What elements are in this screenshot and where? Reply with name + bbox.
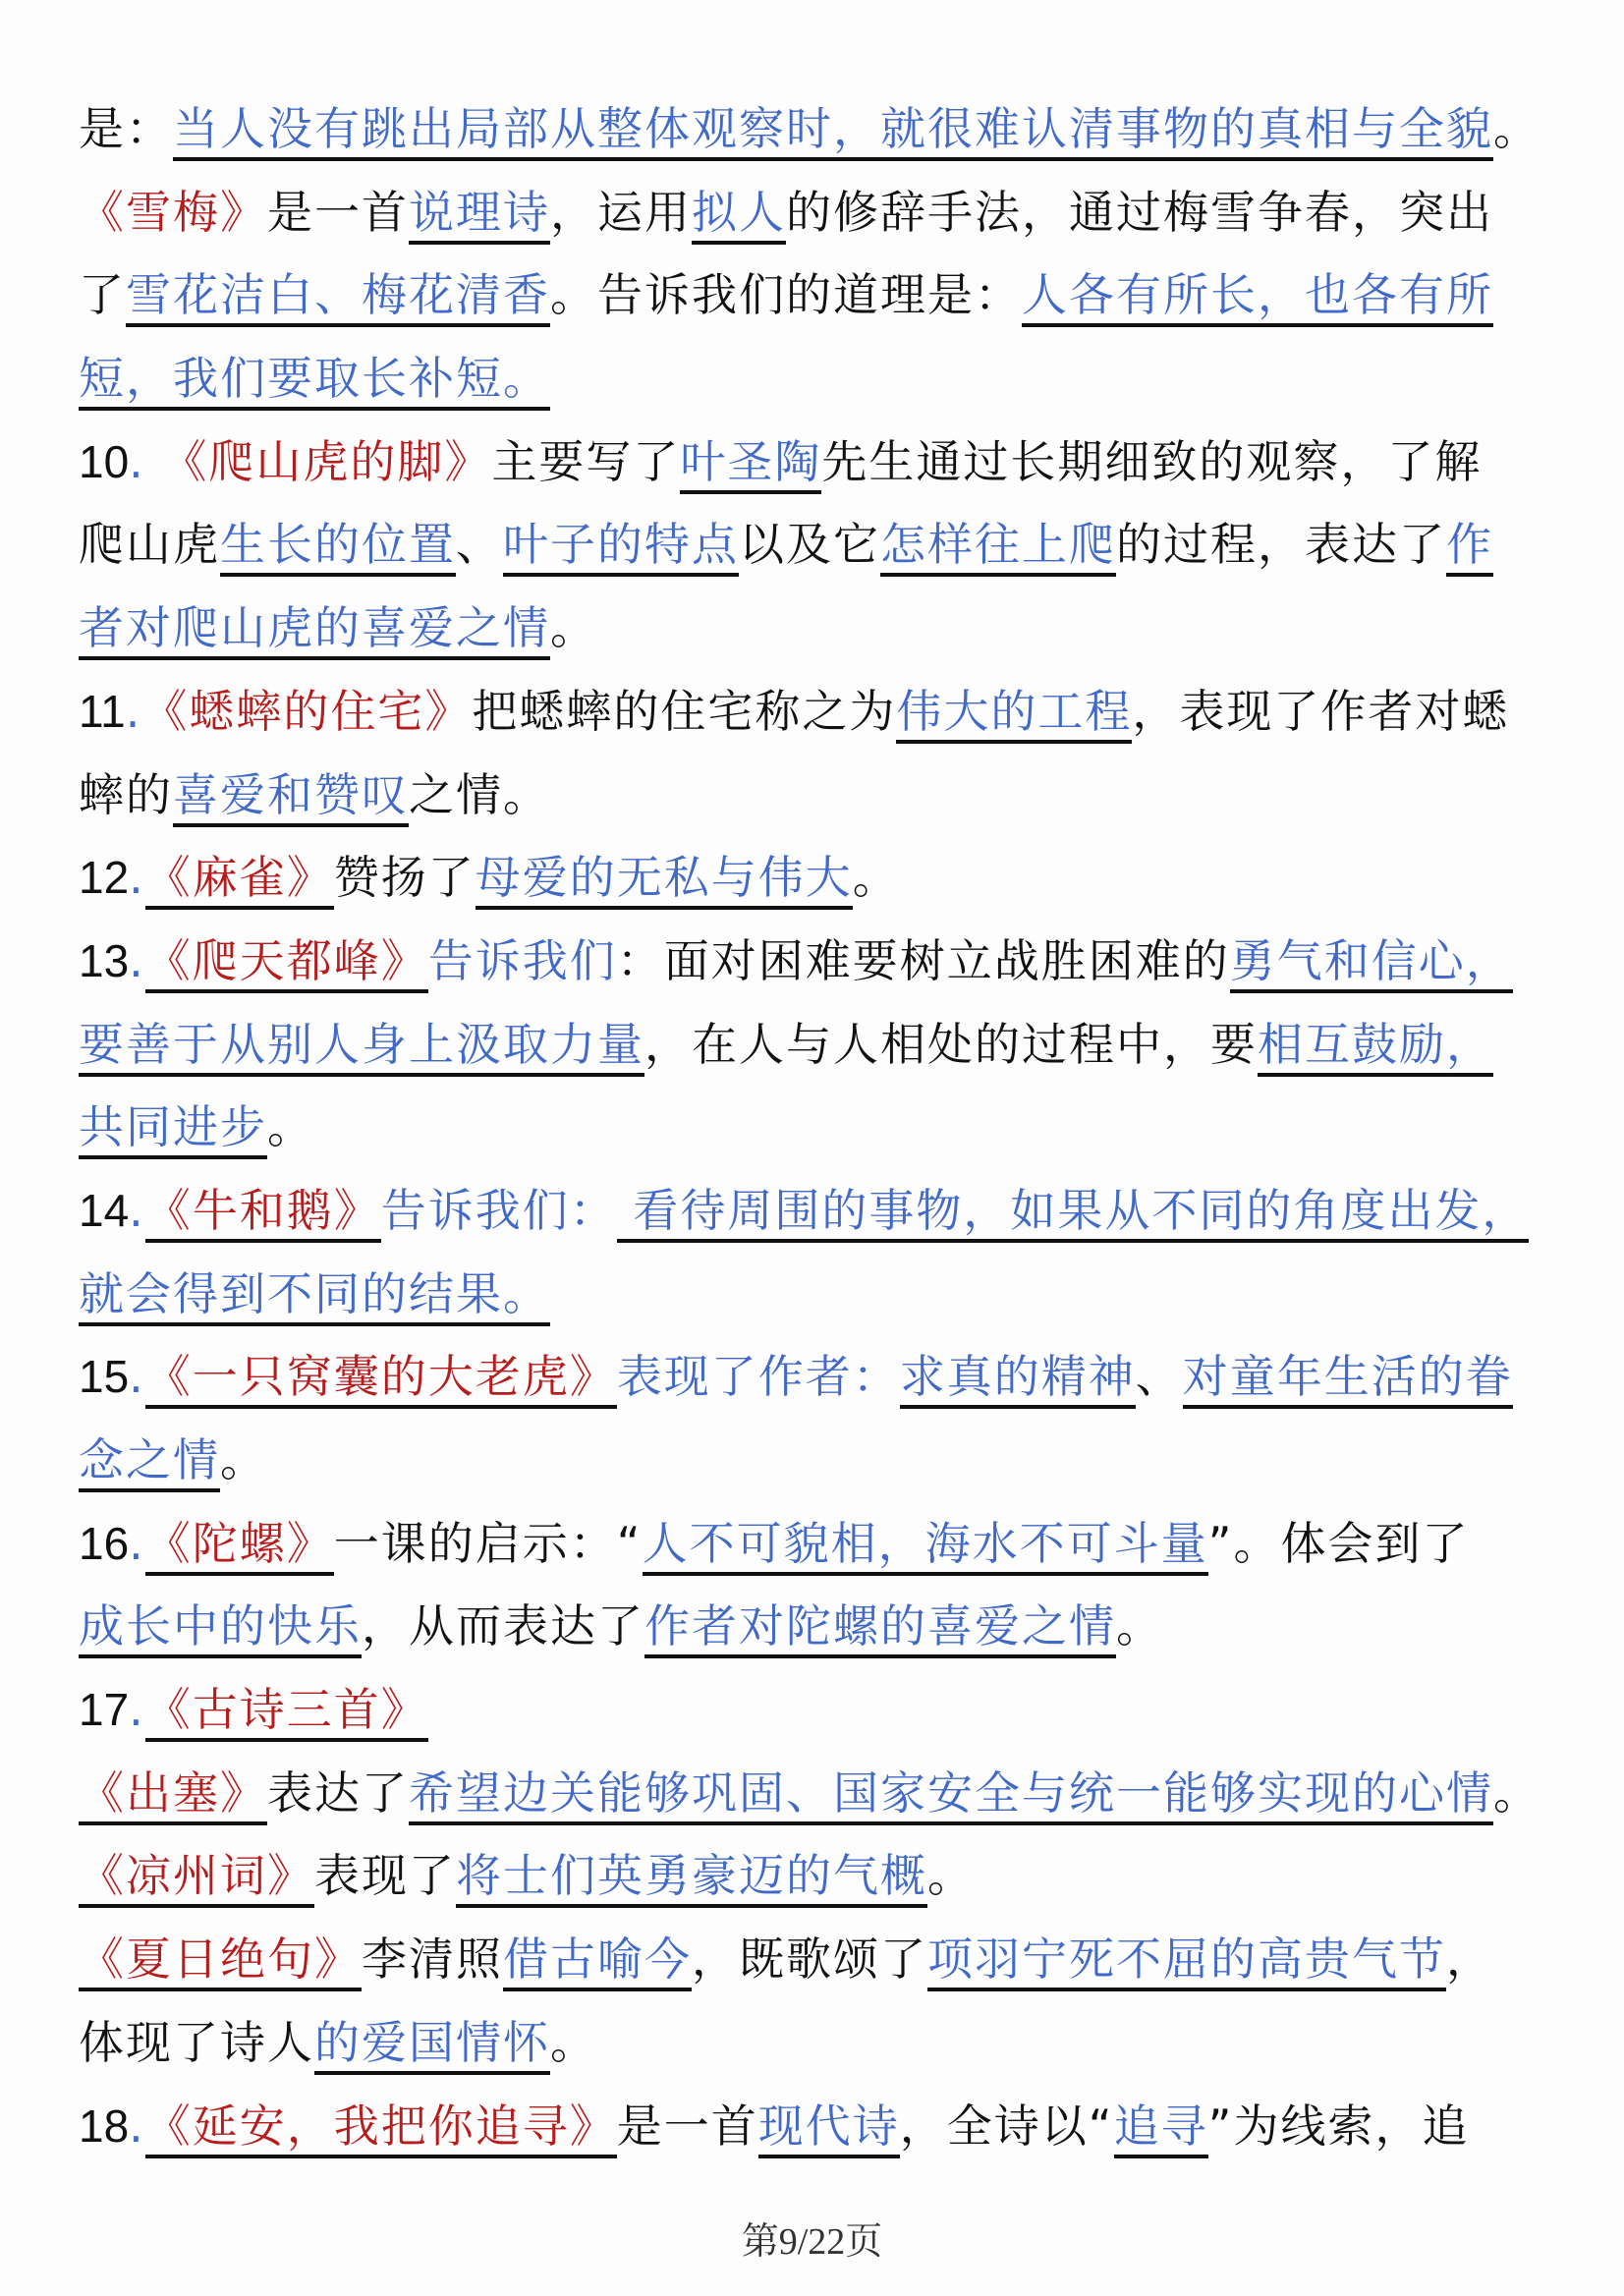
item-number: 12 bbox=[79, 852, 130, 904]
answer-blank: 人各有所长，也各有所 bbox=[1022, 268, 1493, 327]
answer-blank: 叶圣陶 bbox=[680, 435, 821, 494]
plain-text: 蟀的 bbox=[79, 767, 173, 821]
plain-text: 、 bbox=[1135, 1350, 1183, 1404]
plain-text: ：面对困难要树立战胜困难的 bbox=[616, 933, 1230, 987]
answer-blank: 借古喻今 bbox=[503, 1932, 692, 1991]
plain-text: 。 bbox=[550, 601, 597, 655]
item-number: 16 bbox=[79, 1517, 130, 1569]
text-line bbox=[79, 262, 1552, 346]
answer-blank: 叶子的特点 bbox=[503, 518, 739, 577]
answer-blank: 相互鼓励， bbox=[1258, 1018, 1493, 1077]
plain-text: 爬山虎 bbox=[79, 518, 220, 572]
item-number-dot: . bbox=[129, 434, 162, 488]
plain-text: 的过程，表达了 bbox=[1116, 518, 1446, 572]
answer-blank: 共同进步 bbox=[79, 1100, 267, 1159]
item-number: 14 bbox=[79, 1184, 130, 1236]
plain-text: ”为线索，追 bbox=[1207, 2099, 1470, 2153]
plain-text: 主要写了 bbox=[491, 434, 681, 488]
lesson-title: 《古诗三首》 bbox=[145, 1683, 428, 1742]
lesson-title: 《一只窝囊的大老虎》 bbox=[145, 1350, 617, 1409]
plain-text: ，全诗以“ bbox=[899, 2099, 1114, 2153]
plain-text: 。 bbox=[1493, 102, 1540, 155]
answer-blank: 对童年生活的眷 bbox=[1183, 1350, 1513, 1409]
text-line bbox=[79, 1012, 1552, 1095]
answer-blank: 伟大的工程 bbox=[896, 685, 1132, 744]
answer-blank: 作者对陀螺的喜爱之情 bbox=[644, 1599, 1116, 1658]
prompt-text: 表现了作者： bbox=[616, 1350, 900, 1404]
text-line bbox=[79, 762, 1552, 846]
page-number: 第9/22页 bbox=[741, 2221, 883, 2263]
lesson-title: 《出塞》 bbox=[79, 1766, 267, 1825]
answer-blank: 说理诗 bbox=[409, 186, 550, 245]
prompt-text: 告诉我们： bbox=[380, 1183, 617, 1237]
text-line bbox=[79, 1594, 1552, 1677]
text-line bbox=[79, 1094, 1552, 1178]
answer-blank: 怎样往上爬 bbox=[880, 518, 1116, 577]
text-line bbox=[79, 96, 1552, 180]
answer-blank: 就会得到不同的结果。 bbox=[79, 1267, 550, 1326]
answer-blank: 现代诗 bbox=[758, 2100, 900, 2158]
lesson-title: 《爬山虎的脚》 bbox=[161, 434, 492, 488]
answer-blank: 当人没有跳出局部从整体观察时，就很难认清事物的真相与全貌 bbox=[173, 102, 1493, 161]
plain-text: 赞扬了 bbox=[333, 851, 476, 905]
plain-text: ”。体会到了 bbox=[1207, 1516, 1470, 1570]
plain-text: 以及它 bbox=[739, 518, 880, 572]
answer-blank: 要善于从别人身上汲取力量 bbox=[79, 1018, 644, 1077]
lesson-title: 《爬天都峰》 bbox=[145, 934, 428, 993]
item-number: 10 bbox=[79, 435, 130, 487]
plain-text: 。 bbox=[852, 851, 900, 905]
lesson-title: 《延安，我把你追寻》 bbox=[145, 2100, 617, 2158]
plain-text: 了 bbox=[79, 268, 126, 322]
item-number-dot: . bbox=[129, 1683, 145, 1737]
plain-text: 。 bbox=[1116, 1599, 1163, 1653]
item-number-dot: . bbox=[129, 933, 145, 987]
prompt-text: 告诉我们 bbox=[427, 933, 617, 987]
answer-blank: 成长中的快乐 bbox=[79, 1599, 362, 1658]
plain-text: 。 bbox=[927, 1849, 975, 1903]
answer-blank: 追寻 bbox=[1114, 2100, 1208, 2158]
text-line bbox=[79, 928, 1552, 1012]
answer-blank: 的爱国情怀 bbox=[314, 2016, 550, 2075]
lesson-title: 《陀螺》 bbox=[145, 1517, 334, 1576]
plain-text: 把蟋蟀的住宅称之为 bbox=[472, 684, 897, 738]
text-line bbox=[79, 180, 1552, 263]
item-number: 17 bbox=[79, 1684, 130, 1736]
plain-text: 。 bbox=[220, 1433, 267, 1486]
text-line bbox=[79, 1761, 1552, 1844]
plain-text: 是一首 bbox=[267, 185, 409, 239]
plain-text: 一课的启示：“ bbox=[333, 1516, 643, 1570]
answer-blank: 母爱的无私与伟大 bbox=[476, 851, 853, 910]
lesson-title: 《雪梅》 bbox=[79, 185, 267, 239]
text-line bbox=[79, 1511, 1552, 1595]
text-line bbox=[79, 1927, 1552, 2010]
plain-text: 是一首 bbox=[616, 2099, 758, 2153]
text-line bbox=[79, 1428, 1552, 1511]
item-number: 15 bbox=[79, 1351, 130, 1403]
item-number: 11 bbox=[79, 685, 126, 737]
answer-blank: 者对爬山虎的喜爱之情 bbox=[79, 601, 550, 660]
answer-blank: 作 bbox=[1446, 518, 1493, 577]
item-number: 13 bbox=[79, 934, 130, 986]
answer-blank: 念之情 bbox=[79, 1433, 220, 1492]
plain-text: 。 bbox=[550, 2015, 597, 2069]
lesson-title: 《蟋蟀的住宅》 bbox=[141, 684, 473, 738]
plain-text: 。告诉我们的道理是： bbox=[550, 268, 1022, 322]
text-line bbox=[79, 1178, 1552, 1261]
item-number-dot: . bbox=[125, 684, 142, 738]
text-line bbox=[79, 845, 1552, 928]
answer-blank: 求真的精神 bbox=[900, 1350, 1136, 1409]
plain-text: ，运用 bbox=[550, 185, 692, 239]
answer-blank: 将士们英勇豪迈的气概 bbox=[456, 1849, 927, 1908]
text-line bbox=[79, 429, 1552, 513]
item-number-dot: . bbox=[129, 1350, 145, 1404]
item-number-dot: . bbox=[129, 2099, 145, 2153]
text-line bbox=[79, 595, 1552, 679]
text-line bbox=[79, 512, 1552, 595]
text-line bbox=[79, 1677, 1552, 1761]
plain-text: ，既歌颂了 bbox=[692, 1932, 927, 1987]
text-line bbox=[79, 2094, 1552, 2177]
plain-text: 、 bbox=[456, 518, 503, 572]
plain-text: 表现了 bbox=[314, 1849, 456, 1903]
answer-blank: 短，我们要取长补短。 bbox=[79, 352, 550, 411]
item-number-dot: . bbox=[129, 1516, 145, 1570]
answer-blank: 勇气和信心， bbox=[1230, 934, 1513, 993]
answer-blank: 看待周围的事物，如果从不同的角度出发， bbox=[617, 1184, 1530, 1243]
document-body bbox=[79, 96, 1552, 2176]
text-line bbox=[79, 2010, 1552, 2094]
plain-text: ， bbox=[1446, 1932, 1493, 1987]
plain-text: 。 bbox=[267, 1100, 314, 1154]
plain-text: 先生通过长期细致的观察，了解 bbox=[821, 434, 1483, 488]
plain-text: 。 bbox=[1493, 1765, 1540, 1820]
plain-text: ，从而表达了 bbox=[362, 1599, 644, 1653]
answer-blank: 拟人 bbox=[692, 186, 786, 245]
plain-text: 体现了诗人 bbox=[79, 2015, 314, 2069]
lesson-title: 《凉州词》 bbox=[79, 1849, 314, 1908]
lesson-title: 《麻雀》 bbox=[145, 851, 334, 910]
text-line bbox=[79, 1344, 1552, 1428]
item-number: 18 bbox=[79, 2100, 130, 2152]
text-line bbox=[79, 346, 1552, 429]
answer-blank: 雪花洁白、梅花清香 bbox=[126, 268, 550, 327]
answer-blank: 生长的位置 bbox=[220, 518, 456, 577]
item-number-dot: . bbox=[129, 1183, 145, 1237]
item-number-dot: . bbox=[129, 851, 145, 905]
answer-blank: 人不可貌相，海水不可斗量 bbox=[643, 1517, 1208, 1576]
lesson-title: 《夏日绝句》 bbox=[79, 1932, 362, 1991]
answer-blank: 希望边关能够巩固、国家安全与统一能够实现的心情 bbox=[409, 1766, 1493, 1825]
plain-text: 李清照 bbox=[362, 1932, 503, 1987]
plain-text: 是： bbox=[79, 102, 173, 155]
text-line bbox=[79, 679, 1552, 762]
answer-blank: 项羽宁死不屈的高贵气节 bbox=[927, 1932, 1446, 1991]
text-line bbox=[79, 1843, 1552, 1927]
answer-blank: 喜爱和赞叹 bbox=[173, 768, 409, 827]
plain-text: ，表现了作者对蟋 bbox=[1132, 684, 1510, 738]
plain-text: 的修辞手法，通过梅雪争春，突出 bbox=[786, 185, 1493, 239]
plain-text: 之情。 bbox=[409, 767, 550, 821]
plain-text: 表达了 bbox=[267, 1765, 409, 1820]
text-line bbox=[79, 1261, 1552, 1345]
plain-text: ，在人与人相处的过程中，要 bbox=[644, 1017, 1258, 1071]
lesson-title: 《牛和鹅》 bbox=[145, 1184, 381, 1243]
